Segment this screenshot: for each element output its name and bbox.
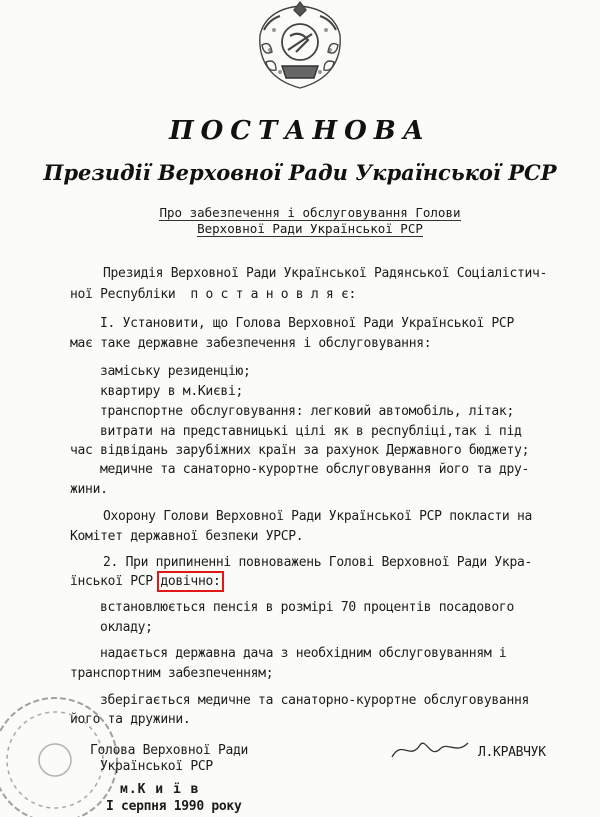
signature-title-line-1: Голова Верховної Ради xyxy=(90,743,249,758)
body-line-text: їнської РСР xyxy=(70,574,161,589)
body-line: його та дружини. xyxy=(70,712,191,727)
body-line: має таке державне забезпечення і обслуговування: xyxy=(70,336,432,351)
body-line: транспортним забезпеченням; xyxy=(70,666,274,681)
body-line: 2. При припиненні повноважень Голові Верховної Ради Укра- xyxy=(103,555,533,570)
document-subject xyxy=(120,205,500,237)
body-line: встановлюється пенсія в розмірі 70 процентів посадового xyxy=(100,600,514,615)
body-line xyxy=(70,574,221,589)
date-of-signing: І серпня 1990 року xyxy=(106,799,242,814)
subject-line-1: Про забезпечення і обслуговування Голови xyxy=(159,205,461,220)
document-subtitle: Президії Верховної Ради Української РСР xyxy=(43,160,557,185)
document-title: ПОСТАНОВА xyxy=(169,116,431,146)
body-line: надається державна дача з необхідним обслуговуванням і xyxy=(100,646,507,661)
highlighted-word: довічно: xyxy=(160,574,221,589)
body-line: ної Республіки п о с т а н о в л я є: xyxy=(70,287,357,302)
body-line: транспортне обслуговування: легковий автомобіль, літак; xyxy=(100,404,514,419)
signature-title-line-2: Української РСР xyxy=(100,759,213,774)
place-of-signing: м.К и ї в xyxy=(120,782,200,797)
signatory-name: Л.КРАВЧУК xyxy=(478,745,546,760)
body-line: І. Установити, що Голова Верховної Ради Української РСР xyxy=(100,316,514,331)
handwritten-signature xyxy=(390,735,470,765)
body-line: витрати на представницькі цілі як в республіці,так і під xyxy=(100,424,522,439)
body-line: Президія Верховної Ради Української Радянської Соціалістич- xyxy=(103,266,548,281)
subject-line-2: Верховної Ради Української РСР xyxy=(197,221,423,236)
body-line: Охорону Голови Верховної Ради Української РСР покласти на xyxy=(103,509,533,524)
body-line: Комітет державної безпеки УРСР. xyxy=(70,529,304,544)
body-line: квартиру в м.Києві; xyxy=(100,384,244,399)
body-line: заміську резиденцію; xyxy=(100,364,251,379)
body-line: час відвідань зарубіжних країн за рахунок Державного бюджету; xyxy=(70,443,530,458)
body-line: жини. xyxy=(70,482,108,497)
body-line: окладу; xyxy=(100,620,153,635)
body-line: зберігається медичне та санаторно-курортне обслуговування xyxy=(100,693,530,708)
body-line: медичне та санаторно-курортне обслуговування його та дру- xyxy=(100,462,530,477)
coat-of-arms-emblem xyxy=(250,0,350,92)
